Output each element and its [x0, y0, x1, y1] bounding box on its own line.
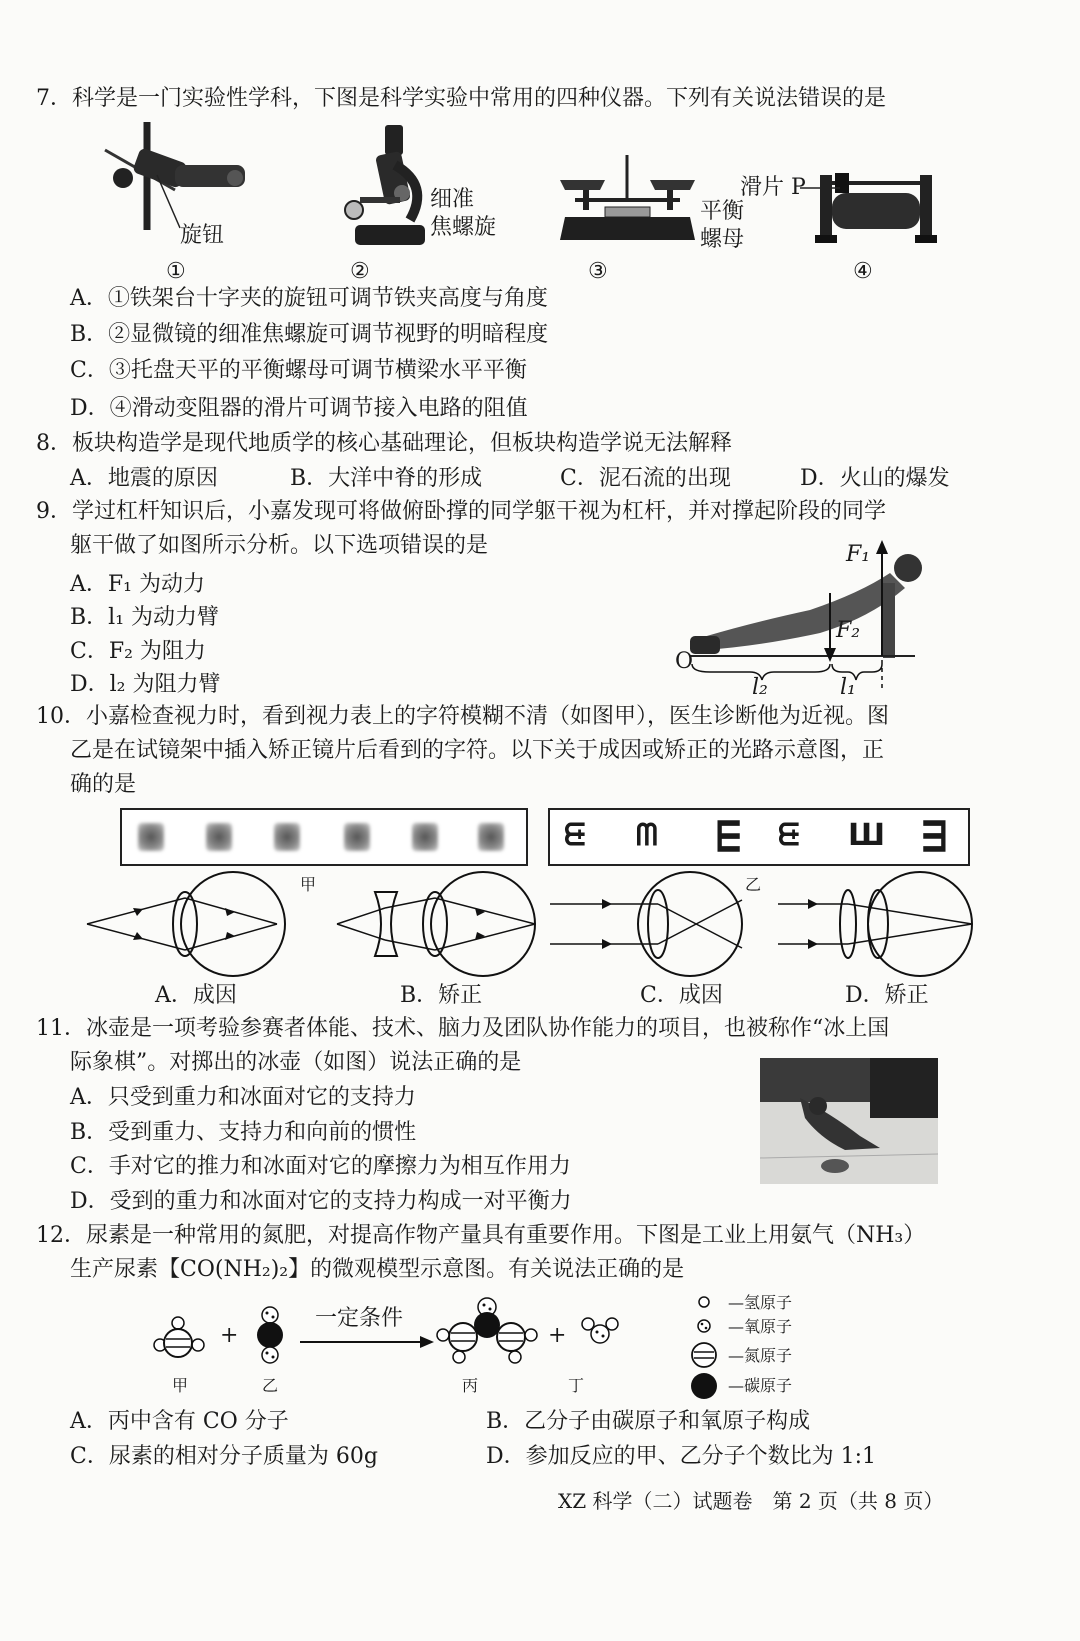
q8-option-a: A．地震的原因 — [70, 466, 218, 491]
instrument-number-1: ① — [166, 259, 186, 284]
q11-option-c: C．手对它的推力和冰面对它的摩擦力为相互作用力 — [70, 1154, 571, 1179]
q11-option-d: D．受到的重力和冰面对它的支持力构成一对平衡力 — [70, 1189, 572, 1214]
q9-option-d: D．l₂ 为阻力臂 — [70, 672, 221, 697]
q9-stem-line2: 躯干做了如图所示分析。以下选项错误的是 — [70, 533, 489, 558]
q12-option-a: A．丙中含有 CO 分子 — [70, 1409, 289, 1434]
q9-stem-line1: 9．学过杠杆知识后，小嘉发现可将做俯卧撑的同学躯干视为杠杆，并对撑起阶段的同学 — [36, 499, 886, 524]
label-slider-p: 滑片 P — [740, 175, 806, 200]
blurry-symbol — [412, 823, 438, 851]
e-symbol: ᗲ — [778, 818, 800, 853]
q12-option-c: C．尿素的相对分子质量为 60g — [70, 1444, 378, 1469]
pushup-lever-figure — [670, 538, 970, 698]
microscope-image — [340, 125, 435, 250]
eye-chart-blurry — [120, 808, 528, 866]
q10-option-b: B．矫正 — [400, 983, 483, 1008]
eye-chart-clear — [548, 808, 970, 866]
label-knob: 旋钮 — [180, 223, 225, 248]
q7-stem: 7．科学是一门实验性学科，下图是科学实验中常用的四种仪器。下列有关说法错误的是 — [36, 86, 886, 111]
q8-option-d: D．火山的爆发 — [800, 466, 950, 491]
blurry-symbol — [274, 823, 300, 851]
q10-stem-line2: 乙是在试镜架中插入矫正镜片后看到的字符。以下关于成因或矫正的光路示意图，正 — [70, 738, 885, 763]
q7-option-d: D．④滑动变阻器的滑片可调节接入电路的阻值 — [70, 396, 528, 421]
e-symbol: Ш — [709, 817, 745, 855]
molecule-jia-nh3 — [150, 1315, 210, 1365]
molecule-bing-urea — [435, 1295, 545, 1365]
instrument-number-3: ③ — [588, 259, 608, 284]
label-jia: 甲 — [300, 875, 317, 894]
slider-pointer-line — [800, 186, 840, 190]
label-pivot-o: O — [675, 649, 694, 674]
legend-oxygen-icon — [696, 1318, 712, 1334]
label-f1: F₁ — [846, 542, 871, 567]
page-footer: XZ 科学（二）试题卷 第 2 页（共 8 页） — [558, 1489, 944, 1513]
q11-stem-line1: 11．冰壶是一项考验参赛者体能、技术、脑力及团队协作能力的项目，也被称作“冰上国 — [36, 1016, 890, 1041]
label-l1: l₁ — [840, 675, 856, 700]
label-yi-molecule: 乙 — [262, 1376, 279, 1395]
molecule-ding-h2o — [580, 1316, 620, 1346]
label-balance-nut-1: 平衡 — [700, 199, 745, 224]
label-ding-molecule: 丁 — [568, 1376, 585, 1395]
q12-option-b: B．乙分子由碳原子和氧原子构成 — [486, 1409, 811, 1434]
legend-hydrogen-icon — [697, 1295, 711, 1309]
q12-stem-line2: 生产尿素【CO(NH₂)₂】的微观模型示意图。有关说法正确的是 — [70, 1257, 685, 1282]
curling-photo — [760, 1058, 938, 1184]
q12-stem-line1: 12．尿素是一种常用的氮肥，对提高作物产量具有重要作用。下图是工业上用氨气（NH₃） — [36, 1223, 926, 1248]
instrument-number-4: ④ — [853, 259, 873, 284]
label-fine-focus-1: 细准 — [430, 187, 475, 212]
eye-diagram-d — [778, 868, 978, 980]
e-symbol: Ш — [918, 817, 954, 855]
q9-option-c: C．F₂ 为阻力 — [70, 639, 206, 664]
label-f2: F₂ — [836, 618, 861, 643]
molecule-yi-co2 — [252, 1305, 288, 1365]
pan-balance-image — [555, 155, 700, 245]
legend-nitrogen-icon — [690, 1341, 718, 1369]
q10-option-c: C．成因 — [640, 983, 723, 1008]
legend-carbon: —碳原子 — [728, 1376, 793, 1395]
reaction-condition: 一定条件 — [315, 1306, 404, 1331]
legend-nitrogen: —氮原子 — [728, 1346, 793, 1365]
q8-option-b: B．大洋中脊的形成 — [290, 466, 483, 491]
q7-option-b: B．②显微镜的细准焦螺旋可调节视野的明暗程度 — [70, 322, 549, 347]
e-symbol: ᗰ — [636, 818, 658, 853]
e-symbol: ᗲ — [564, 818, 586, 853]
plus-sign-1: + — [220, 1323, 239, 1348]
legend-oxygen: —氧原子 — [728, 1317, 793, 1336]
blurry-symbol — [138, 823, 164, 851]
q7-option-a: A．①铁架台十字夹的旋钮可调节铁夹高度与角度 — [70, 286, 548, 311]
instrument-number-2: ② — [350, 259, 370, 284]
e-symbol: Ш — [848, 818, 886, 853]
legend-carbon-icon — [690, 1372, 718, 1400]
label-l2: l₂ — [752, 675, 768, 700]
blurry-symbol — [478, 823, 504, 851]
label-jia-molecule: 甲 — [172, 1376, 189, 1395]
blurry-symbol — [206, 823, 232, 851]
q9-option-b: B．l₁ 为动力臂 — [70, 605, 220, 630]
plus-sign-2: + — [548, 1323, 567, 1348]
eye-diagram-a — [85, 868, 285, 980]
q8-option-c: C．泥石流的出现 — [560, 466, 731, 491]
label-yi: 乙 — [745, 875, 762, 894]
q10-stem-line1: 10．小嘉检查视力时，看到视力表上的字符模糊不清（如图甲），医生诊断他为近视。图 — [36, 704, 889, 729]
q10-stem-line3: 确的是 — [70, 772, 137, 797]
legend-hydrogen: —氢原子 — [728, 1293, 793, 1312]
eye-diagram-b — [335, 868, 535, 980]
q10-option-a: A．成因 — [155, 983, 237, 1008]
q9-option-a: A．F₁ 为动力 — [70, 572, 205, 597]
label-bing-molecule: 丙 — [462, 1376, 479, 1395]
q12-option-d: D．参加反应的甲、乙分子个数比为 1:1 — [486, 1444, 877, 1469]
q11-stem-line2: 际象棋”。对掷出的冰壶（如图）说法正确的是 — [70, 1050, 522, 1075]
q11-option-a: A．只受到重力和冰面对它的支持力 — [70, 1085, 416, 1110]
q8-stem: 8．板块构造学是现代地质学的核心基础理论，但板块构造学说无法解释 — [36, 431, 732, 456]
q10-option-d: D．矫正 — [845, 983, 929, 1008]
label-balance-nut-2: 螺母 — [700, 227, 745, 252]
q7-option-c: C．③托盘天平的平衡螺母可调节横梁水平平衡 — [70, 358, 527, 383]
label-fine-focus-2: 焦螺旋 — [430, 215, 497, 240]
q11-option-b: B．受到重力、支持力和向前的惯性 — [70, 1120, 417, 1145]
eye-diagram-c — [550, 868, 750, 980]
rheostat-image — [815, 165, 940, 245]
blurry-symbol — [344, 823, 370, 851]
reaction-arrow — [300, 1335, 435, 1349]
